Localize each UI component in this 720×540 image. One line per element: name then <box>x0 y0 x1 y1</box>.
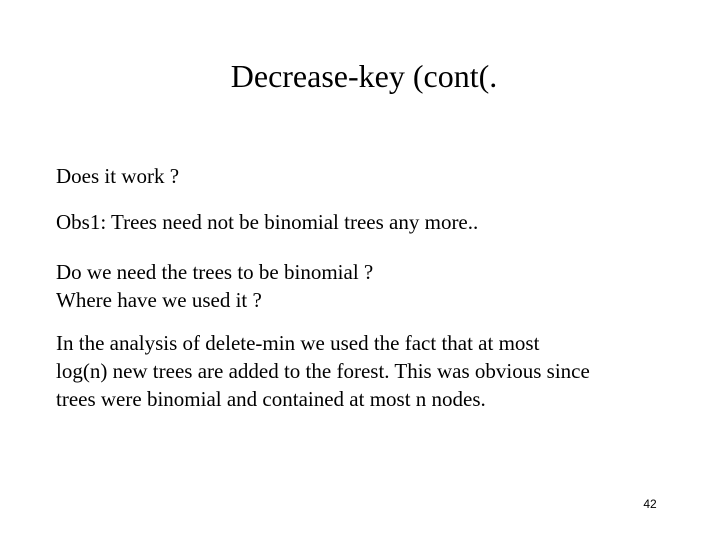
page-number: 42 <box>643 497 657 511</box>
paragraph-line: Does it work ? <box>56 164 180 188</box>
paragraph-observation-1 <box>56 208 696 236</box>
paragraph-line: Where have we used it ? <box>56 288 262 312</box>
paragraph-line: In the analysis of delete-min we used the fact that at most <box>56 331 540 355</box>
paragraph-line: log(n) new trees are added to the forest. This was obvious since <box>56 359 590 383</box>
slide-title <box>0 56 720 96</box>
slide-title-text: Decrease-key (cont(. <box>230 58 498 94</box>
paragraph-line: trees were binomial and contained at most n nodes. <box>56 387 486 411</box>
paragraph-line: Do we need the trees to be binomial ? <box>56 260 374 284</box>
paragraph-binomial-question <box>56 258 696 314</box>
paragraph-line: Obs1: Trees need not be binomial trees any more.. <box>56 210 479 234</box>
paragraph-does-it-work <box>56 162 696 190</box>
paragraph-delete-min-analysis <box>56 329 696 413</box>
